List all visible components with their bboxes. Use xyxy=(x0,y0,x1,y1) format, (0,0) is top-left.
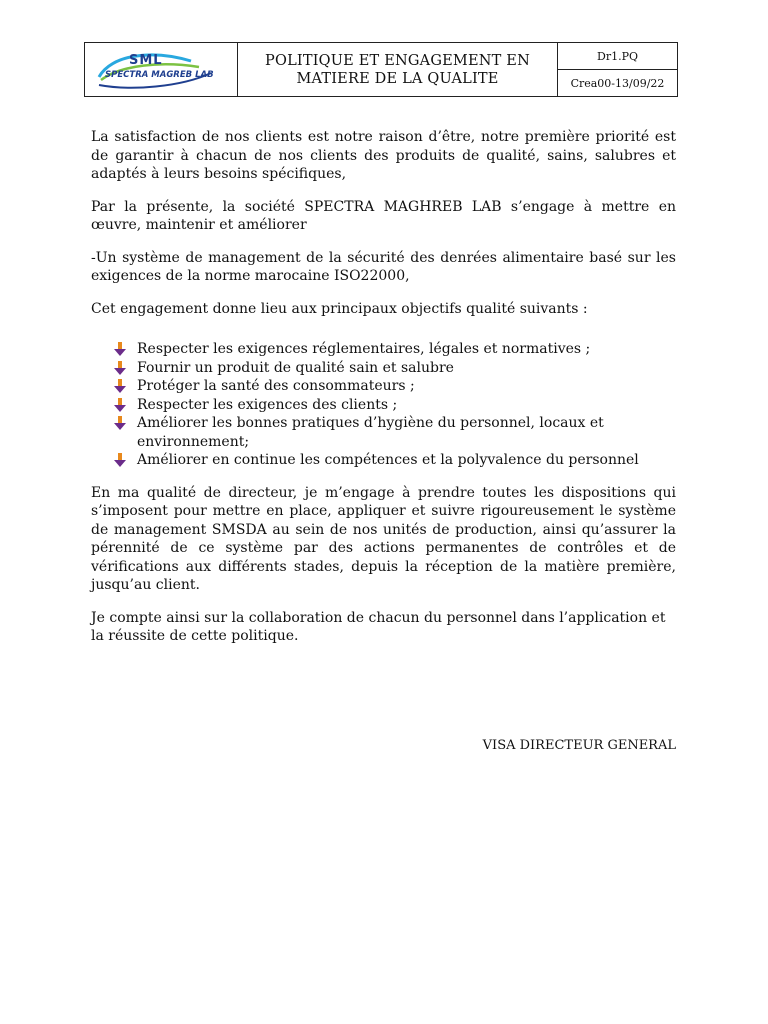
logo-initials: SML xyxy=(129,52,163,68)
arrow-bullet-icon xyxy=(113,416,127,430)
logo-cell xyxy=(85,43,238,96)
list-item-text: Fournir un produit de qualité sain et salubre xyxy=(137,359,454,376)
list-item-text: Respecter les exigences des clients ; xyxy=(137,396,398,413)
paragraph-system: -Un système de management de la sécurité des denrées alimentaire basé sur les exigences de la norme marocaine ISO22000, xyxy=(91,249,676,284)
list-item-text: Protéger la santé des consommateurs ; xyxy=(137,378,415,394)
list-item xyxy=(109,340,676,359)
list-item xyxy=(109,414,676,451)
document-header xyxy=(84,42,678,97)
list-item xyxy=(109,359,676,378)
document-body xyxy=(91,128,676,660)
arrow-bullet-icon xyxy=(113,379,127,393)
list-item-text: Améliorer en continue les compétences et la polyvalence du personnel xyxy=(137,452,639,468)
arrow-bullet-icon xyxy=(113,361,127,375)
title-line-1: POLITIQUE ET ENGAGEMENT EN xyxy=(265,52,530,69)
logo-name: SPECTRA MAGREB LAB xyxy=(105,69,214,80)
arrow-bullet-icon xyxy=(113,342,127,356)
paragraph-collaboration: Je compte ainsi sur la collaboration de chacun du personnel dans l’application et la réussite de cette politique. xyxy=(91,609,666,644)
title-line-2: MATIERE DE LA QUALITE xyxy=(296,70,499,87)
paragraph-director-commitment: En ma qualité de directeur, je m’engage à prendre toutes les dispositions qui s’imposent pour mettre en place, appliquer et suivre rigoureusement le système de management SMSDA au sein de nos unités de production, ainsi qu’assurer la pérennité de ce système par des actions permanentes de contrôles et de vérifications aux différents stades, depuis la réception de la matière première, jusqu’au client. xyxy=(91,484,676,593)
paragraph-engagement: Par la présente, la société SPECTRA MAGHREB LAB s’engage à mettre en œuvre, maintenir et améliorer xyxy=(91,198,676,233)
list-item xyxy=(109,377,676,396)
reference-version: Crea00-13/09/22 xyxy=(570,76,665,90)
document-title xyxy=(238,43,558,96)
arrow-bullet-icon xyxy=(113,453,127,467)
paragraph-objectives-intro: Cet engagement donne lieu aux principaux objectifs qualité suivants : xyxy=(91,300,588,317)
list-item-text: Respecter les exigences réglementaires, légales et normatives ; xyxy=(137,341,591,357)
reference-cell xyxy=(558,43,677,96)
reference-code: Dr1.PQ xyxy=(558,43,677,70)
list-item xyxy=(109,451,676,470)
signature-label: VISA DIRECTEUR GENERAL xyxy=(482,738,676,753)
company-logo-icon xyxy=(91,47,231,93)
objectives-list xyxy=(109,340,676,470)
list-item xyxy=(109,396,676,415)
paragraph-satisfaction: La satisfaction de nos clients est notre raison d’être, notre première priorité est de garantir à chacun de nos clients des produits de qualité, sains, salubres et adaptés à leurs besoins spécifiques, xyxy=(91,129,676,182)
arrow-bullet-icon xyxy=(113,398,127,412)
list-item-text: Améliorer les bonnes pratiques d’hygiène du personnel, locaux et environnement; xyxy=(137,415,604,450)
